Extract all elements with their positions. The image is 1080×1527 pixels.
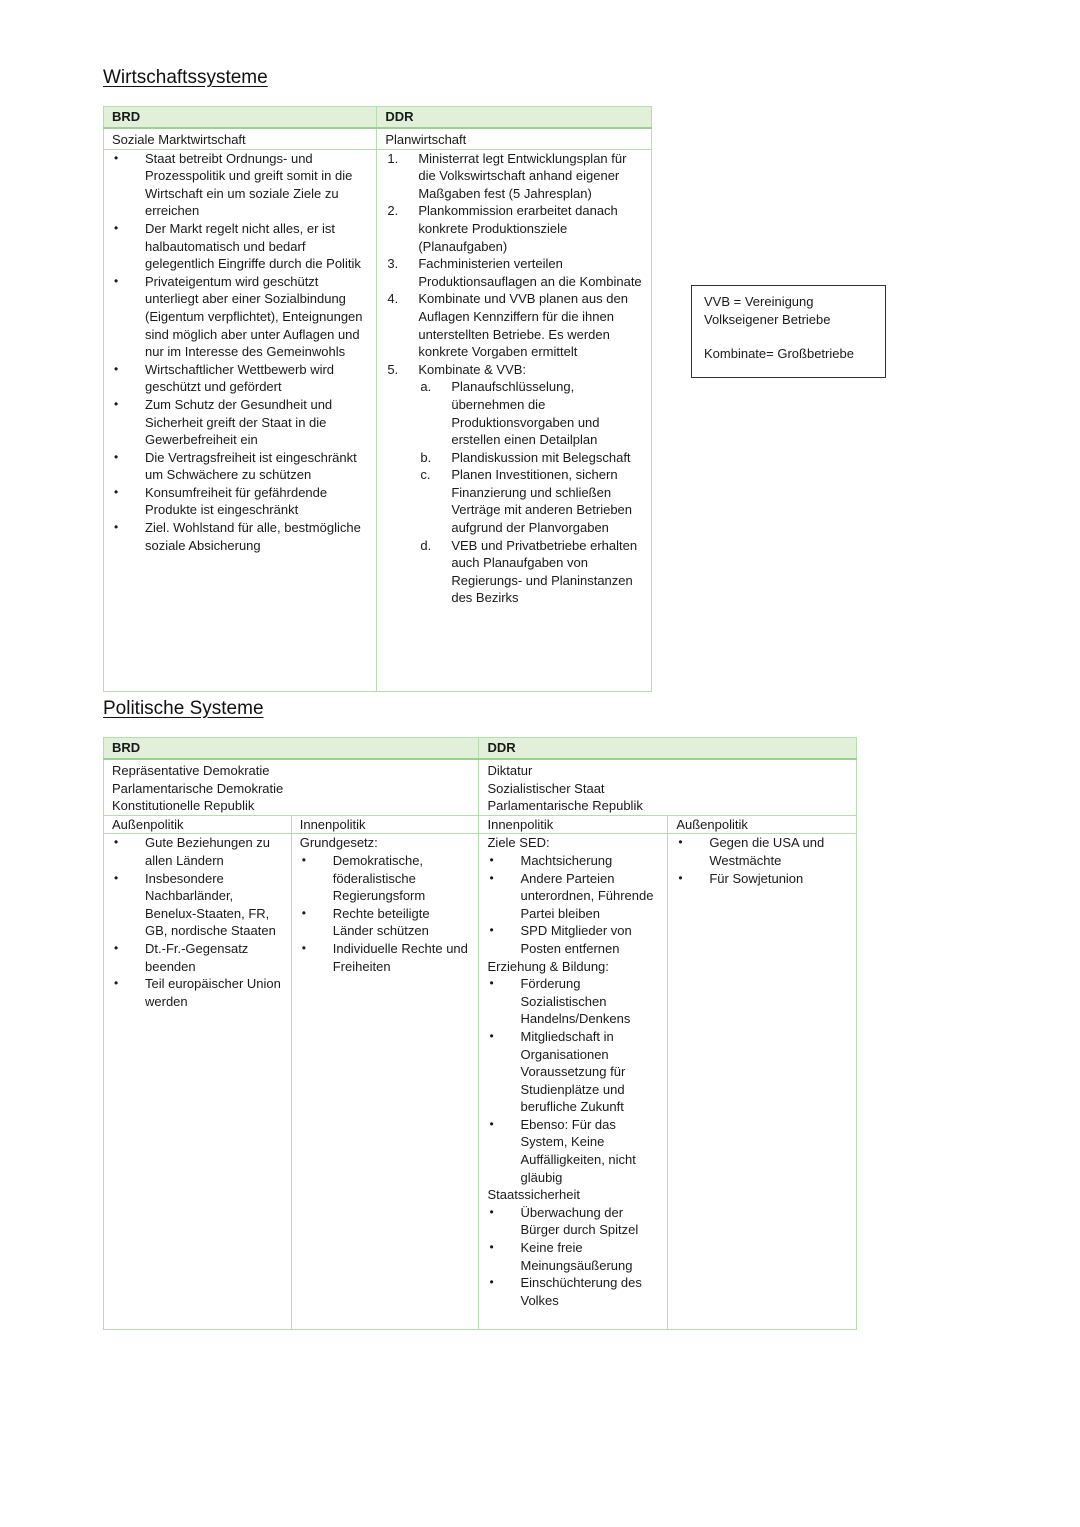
ddr-system-lines xyxy=(479,759,857,815)
list-text: Planen Investitionen, sichern Finanzierung und schließen Verträge mit anderen Betrieben aufgrund der Planvorgaben xyxy=(451,467,633,536)
list-item: • Konsumfreiheit für gefährdende Produkte ist eingeschränkt xyxy=(112,484,368,519)
list-marker: 5. xyxy=(387,361,399,377)
list-item: • Ebenso: Für das System, Keine Auffälligkeiten, nicht gläubig xyxy=(487,1116,659,1186)
list-item: • Dt.-Fr.-Gegensatz beenden xyxy=(112,940,283,975)
ddr-aussen-cell xyxy=(668,834,857,1330)
list-marker: 3. xyxy=(387,256,399,272)
list-item: • Staat betreibt Ordnungs- und Prozesspolitik und greift somit in die Wirtschaft ein um soziale Ziele zu erreichen xyxy=(112,150,368,220)
table-politische-systeme xyxy=(103,737,857,1330)
list-item xyxy=(385,255,643,290)
brd-aussen-list xyxy=(112,834,283,1010)
brd-list-cell xyxy=(104,149,377,691)
list-item: • Die Vertragsfreiheit ist eingeschränkt um Schwächere zu schützen xyxy=(112,449,368,484)
brd-line: Konstitutionelle Republik xyxy=(112,798,255,814)
ddr-innen-label: Innenpolitik xyxy=(479,815,668,834)
ddr-line: Sozialistischer Staat xyxy=(487,780,605,796)
list-item: • Teil europäischer Union werden xyxy=(112,975,283,1010)
list-item: • Machtsicherung xyxy=(487,852,659,870)
brd-innen-cell xyxy=(291,834,479,1330)
list-item: • Individuelle Rechte und Freiheiten xyxy=(300,940,471,975)
brd-header: BRD xyxy=(104,738,479,760)
ddr-innen-group-label: Erziehung & Bildung: xyxy=(487,958,609,974)
list-text: VEB und Privatbetriebe erhalten auch Planaufgaben von Regierungs- und Planinstanzen des Bezirks xyxy=(451,537,638,606)
ddr-list xyxy=(385,150,643,379)
ddr-subtitle: Planwirtschaft xyxy=(377,128,652,149)
list-item: • Mitgliedschaft in Organisationen Voraussetzung für Studienplätze und berufliche Zukunft xyxy=(487,1028,659,1116)
brd-subtitle: Soziale Marktwirtschaft xyxy=(104,128,377,149)
list-marker: c. xyxy=(420,467,431,483)
list-marker: b. xyxy=(420,449,432,465)
list-marker: a. xyxy=(420,379,432,395)
ddr-aussen-label: Außenpolitik xyxy=(668,815,857,834)
list-text: Ministerrat legt Entwicklungsplan für die Volkswirtschaft anhand eigener Maßgaben fest (5 Jahresplan) xyxy=(418,150,627,201)
list-item: • SPD Mitglieder von Posten entfernen xyxy=(487,922,659,957)
list-marker: d. xyxy=(420,537,432,553)
note-kombinate: Kombinate= Großbetriebe xyxy=(704,346,854,361)
note-vvb: VVB = Vereinigung Volkseigener Betriebe xyxy=(704,294,831,327)
list-item: • Zum Schutz der Gesundheit und Sicherheit greift der Staat in die Gewerbefreiheit ein xyxy=(112,396,368,449)
brd-header: BRD xyxy=(104,107,377,129)
list-item: • Rechte beteiligte Länder schützen xyxy=(300,905,471,940)
list-item xyxy=(418,449,643,467)
ddr-aussen-list xyxy=(676,834,848,887)
list-item xyxy=(418,378,643,448)
list-item: • Keine freie Meinungsäußerung xyxy=(487,1239,659,1274)
ddr-innen-group-label: Staatssicherheit xyxy=(487,1187,580,1203)
list-text: Planaufschlüsselung, übernehmen die Produktionsvorgaben und erstellen einen Detailplan xyxy=(451,379,600,448)
heading-wirtschaftssysteme: Wirtschaftssysteme xyxy=(103,67,268,88)
ddr-list-cell xyxy=(377,149,652,691)
brd-list xyxy=(112,150,368,555)
ddr-sublist xyxy=(418,378,643,607)
ddr-innen-group-label: Ziele SED: xyxy=(487,835,550,851)
list-marker: 1. xyxy=(387,150,399,166)
list-item: • Ziel. Wohlstand für alle, bestmögliche soziale Absicherung xyxy=(112,519,368,554)
list-text: Fachministerien verteilen Produktionsauflagen an die Kombinate xyxy=(418,256,642,289)
list-item xyxy=(385,202,643,255)
list-item: • Privateigentum wird geschützt unterliegt aber einer Sozialbindung (Eigentum verpflichtet), Enteignungen sind möglich aber unter Auflagen und nur im Interesse des Gemeinwohls xyxy=(112,273,368,361)
table-wirtschaftssysteme xyxy=(103,106,652,692)
list-item: • Gegen die USA und Westmächte xyxy=(676,834,848,869)
brd-aussen-cell xyxy=(104,834,292,1330)
brd-aussen-label: Außenpolitik xyxy=(104,815,292,834)
list-marker: 4. xyxy=(387,291,399,307)
ddr-innen-list xyxy=(487,852,659,958)
ddr-header: DDR xyxy=(377,107,652,129)
list-item: • Insbesondere Nachbarländer, Benelux-Staaten, FR, GB, nordische Staaten xyxy=(112,870,283,940)
ddr-innen-cell xyxy=(479,834,668,1330)
brd-innen-sublabel: Grundgesetz: xyxy=(299,835,378,851)
brd-line: Parlamentarische Demokratie xyxy=(112,780,284,796)
ddr-line: Parlamentarische Republik xyxy=(487,798,643,814)
brd-system-lines xyxy=(104,759,479,815)
list-item: • Einschüchterung des Volkes xyxy=(487,1274,659,1309)
list-item xyxy=(385,361,643,379)
list-item: • Demokratische, föderalistische Regierungsform xyxy=(300,852,471,905)
abbreviation-note-box xyxy=(691,285,886,378)
ddr-header: DDR xyxy=(479,738,857,760)
list-text: Plandiskussion mit Belegschaft xyxy=(451,449,631,465)
list-item xyxy=(418,537,643,607)
list-text: Kombinate & VVB: xyxy=(418,361,527,377)
list-item: • Andere Parteien unterordnen, Führende Partei bleiben xyxy=(487,870,659,923)
list-item: • Für Sowjetunion xyxy=(676,870,848,888)
list-text: Plankommission erarbeitet danach konkrete Produktionsziele (Planaufgaben) xyxy=(418,203,618,254)
brd-line: Repräsentative Demokratie xyxy=(112,763,270,778)
heading-politische-systeme: Politische Systeme xyxy=(103,698,264,719)
list-marker: 2. xyxy=(387,203,399,219)
list-item: • Überwachung der Bürger durch Spitzel xyxy=(487,1204,659,1239)
list-text: Kombinate und VVB planen aus den Auflagen Kennziffern für die ihnen unterstellten Betriebe. Es werden konkrete Vorgaben ermittelt xyxy=(418,291,628,360)
brd-innen-label: Innenpolitik xyxy=(291,815,479,834)
list-item xyxy=(385,150,643,203)
brd-innen-list xyxy=(300,852,471,975)
ddr-line: Diktatur xyxy=(487,763,533,778)
list-item: • Förderung Sozialistischen Handelns/Denkens xyxy=(487,975,659,1028)
list-item: • Der Markt regelt nicht alles, er ist halbautomatisch und bedarf gelegentlich Eingriffe durch die Politik xyxy=(112,220,368,273)
ddr-innen-list xyxy=(487,1204,659,1310)
list-item xyxy=(385,290,643,360)
list-item: • Wirtschaftlicher Wettbewerb wird geschützt und gefördert xyxy=(112,361,368,396)
list-item xyxy=(418,466,643,536)
ddr-innen-list xyxy=(487,975,659,1186)
list-item: • Gute Beziehungen zu allen Ländern xyxy=(112,834,283,869)
